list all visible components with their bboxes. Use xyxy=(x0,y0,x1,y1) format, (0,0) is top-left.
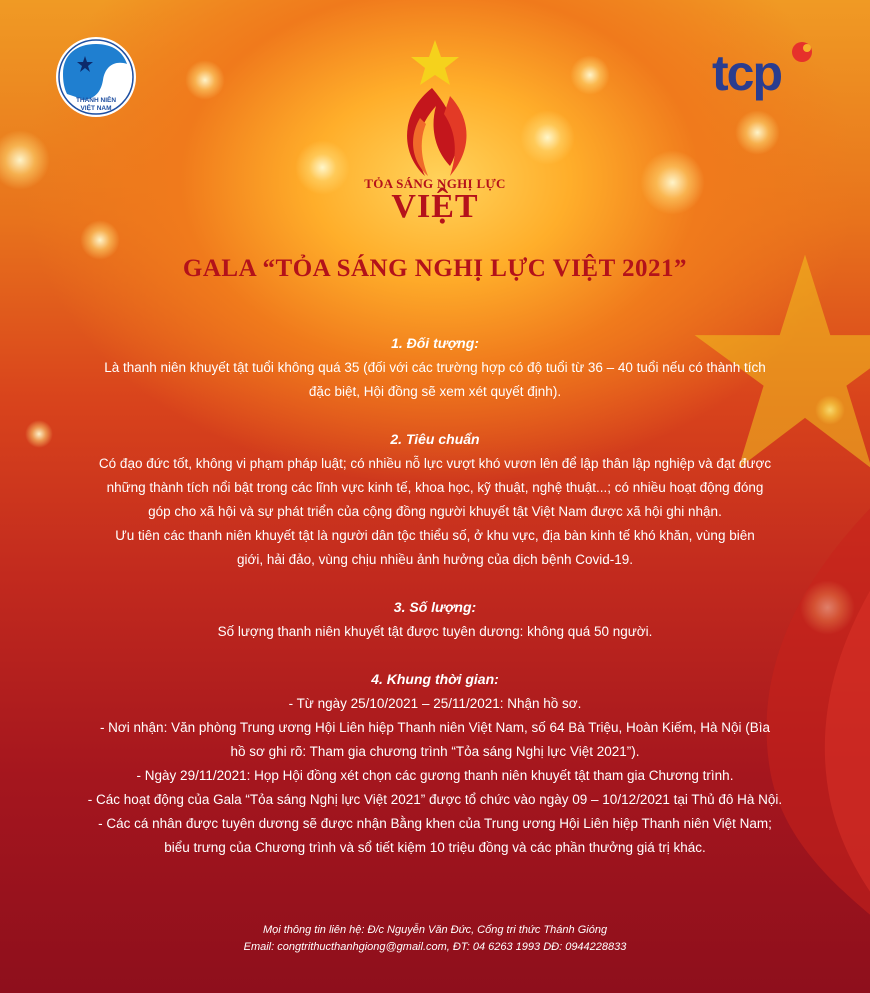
left-logo-line2: VIỆT NAM xyxy=(80,105,112,112)
section-heading: 3. Số lượng: xyxy=(393,599,477,615)
bokeh-light xyxy=(295,140,350,195)
section-line: - Các hoạt động của Gala “Tỏa sáng Nghị lực Việt 2021” được tổ chức vào ngày 09 – 10/12/2021 tại Thủ đô Hà Nội. xyxy=(87,792,783,807)
section-line: Số lượng thanh niên khuyết tật được tuyên dương: không quá 50 người. xyxy=(217,624,653,639)
page-title: GALA “TỎA SÁNG NGHỊ LỰC VIỆT 2021” xyxy=(182,255,688,282)
bokeh-light xyxy=(80,220,120,260)
bokeh-light xyxy=(520,110,575,165)
bokeh-light xyxy=(185,60,225,100)
section-line: - Nơi nhận: Văn phòng Trung ương Hội Liên hiệp Thanh niên Việt Nam, số 64 Bà Triệu, Hoàn Kiếm, Hà Nội (Bìa xyxy=(99,720,771,735)
section-heading: 4. Khung thời gian: xyxy=(371,671,499,687)
footer-contact-line: Mọi thông tin liên hệ: Đ/c Nguyễn Văn Đức, Cổng tri thức Thánh Gióng xyxy=(262,924,608,936)
footer-email-line: Email: congtrithucthanhgiong@gmail.com, ĐT: 04 6263 1993 DĐ: 0944228833 xyxy=(243,941,627,953)
section-heading: 2. Tiêu chuẩn xyxy=(390,431,480,447)
section-line: đặc biệt, Hội đồng sẽ xem xét quyết định). xyxy=(308,384,562,399)
section-line: biểu trưng của Chương trình và sổ tiết kiệm 10 triệu đồng và các phần thưởng giá trị khác. xyxy=(164,840,706,855)
bokeh-light xyxy=(0,130,50,190)
section-so-luong xyxy=(60,594,810,644)
bokeh-light xyxy=(735,110,780,155)
section-line: - Các cá nhân được tuyên dương sẽ được nhận Bằng khen của Trung ương Hội Liên hiệp Thanh niên Việt Nam; xyxy=(98,816,772,831)
content-body xyxy=(60,330,810,860)
left-logo-line1: THANH NIÊN xyxy=(75,97,117,104)
section-tieu-chuan xyxy=(60,426,810,572)
section-heading: 1. Đối tượng: xyxy=(391,335,479,351)
section-line: - Từ ngày 25/10/2021 – 25/11/2021: Nhận hồ sơ. xyxy=(288,696,582,711)
contact-footer xyxy=(0,922,870,956)
section-line: Có đạo đức tốt, không vi phạm pháp luật; có nhiều nỗ lực vượt khó vươn lên để lập thân lập nghiệp và đạt được xyxy=(98,456,772,471)
section-line: hồ sơ ghi rõ: Tham gia chương trình “Tỏa sáng Nghị lực Việt 2021”). xyxy=(230,744,640,759)
thanh-nien-viet-nam-logo xyxy=(55,36,137,118)
section-line: những thành tích nổi bật trong các lĩnh vực kinh tế, khoa học, kỹ thuật, nghệ thuật...; có nhiều hoạt động đóng xyxy=(106,480,764,495)
section-line: Ưu tiên các thanh niên khuyết tật là người dân tộc thiểu số, ở khu vực, địa bàn kinh tế khó khăn, vùng biên xyxy=(115,528,755,543)
tcp-logo xyxy=(710,38,825,108)
section-line: giới, hải đảo, vùng chịu nhiều ảnh hưởng của dịch bệnh Covid-19. xyxy=(236,552,633,567)
section-doi-tuong xyxy=(60,330,810,404)
bokeh-light xyxy=(25,420,53,448)
section-line: - Ngày 29/11/2021: Họp Hội đồng xét chọn các gương thanh niên khuyết tật tham gia Chương trình. xyxy=(136,768,734,783)
emblem-big-text: VIỆT xyxy=(391,188,479,225)
bokeh-light xyxy=(570,55,610,95)
tcp-logo-text: tcp xyxy=(712,45,781,101)
section-line: góp cho xã hội và sự phát triển của cộng đồng người khuyết tật Việt Nam được xã hội ghi nhận. xyxy=(148,504,722,519)
section-khung-thoi-gian xyxy=(60,666,810,860)
section-line: Là thanh niên khuyết tật tuổi không quá 35 (đối với các trường hợp có độ tuổi từ 36 – 40 tuổi nếu có thành tích xyxy=(104,360,766,375)
emblem-small-text: TỎA SÁNG NGHỊ LỰC xyxy=(364,176,506,191)
bokeh-light xyxy=(640,150,705,215)
